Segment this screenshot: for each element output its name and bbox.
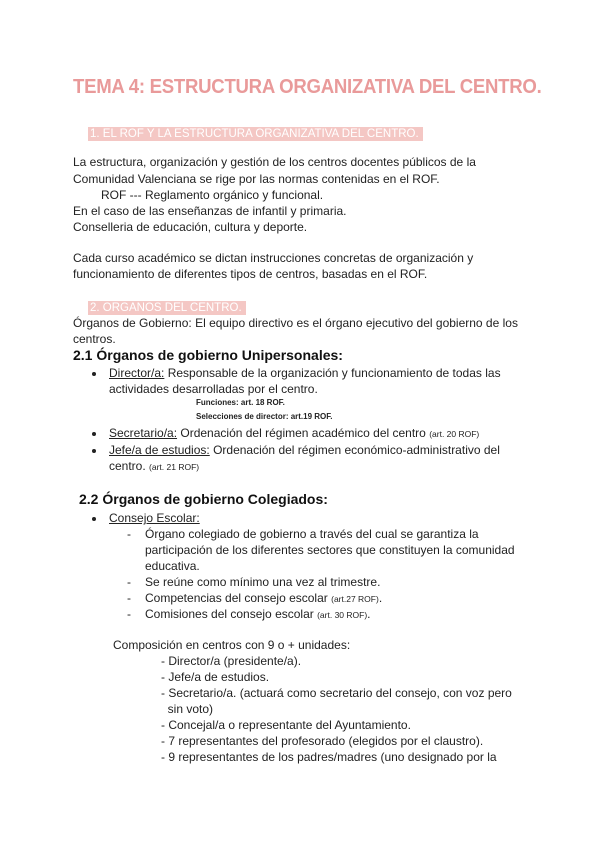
list-item-cont: participación de los diferentes sectores que constituyen la comunidad: [145, 543, 515, 557]
jefe-item-line2: centro. (art. 21 ROF): [109, 459, 200, 473]
paragraph-line: actividades desarrolladas por el centro.: [109, 382, 318, 396]
bullet-icon: [92, 449, 96, 453]
jefe-label: Jefe/a de estudios:: [109, 443, 210, 457]
jefe-item: Jefe/a de estudios: Ordenación del régimen económico-administrativo del: [109, 443, 500, 457]
director-label: Director/a:: [109, 366, 165, 380]
page-title: TEMA 4: ESTRUCTURA ORGANIZATIVA DEL CENTRO.: [73, 76, 542, 98]
dash-marker: -: [127, 591, 131, 605]
dash-marker: -: [127, 575, 131, 589]
consejo-item: [109, 510, 200, 527]
list-item: Competencias del consejo escolar (art.27 ROF).: [145, 591, 383, 605]
paragraph-line: En el caso de las enseñanzas de infantil y primaria.: [73, 204, 347, 218]
composicion-item: - 9 representantes de los padres/madres (uno designado por la: [161, 750, 497, 764]
paragraph-line: Conselleria de educación, cultura y deporte.: [73, 220, 308, 234]
dash-marker: -: [127, 607, 131, 621]
bullet-icon: [92, 517, 96, 521]
composicion-item: - Concejal/a o representante del Ayuntamiento.: [161, 718, 411, 732]
composicion-item: - Director/a (presidente/a).: [161, 654, 302, 668]
composicion-item-cont: sin voto): [161, 702, 214, 716]
paragraph-line: ROF --- Reglamento orgánico y funcional.: [101, 188, 324, 202]
note-line: Funciones: art. 18 ROF.: [196, 398, 285, 407]
composicion-item: - 7 representantes del profesorado (elegidos por el claustro).: [161, 734, 484, 748]
paragraph-line: La estructura, organización y gestión de los centros docentes públicos de la: [73, 155, 476, 169]
paragraph-line: Órganos de Gobierno: El equipo directivo es el órgano ejecutivo del gobierno de los: [73, 316, 518, 330]
paragraph-line: Comunidad Valenciana se rige por las normas contenidas en el ROF.: [73, 172, 440, 186]
section-1-heading: 1. EL ROF Y LA ESTRUCTURA ORGANIZATIVA DEL CENTRO.: [88, 124, 423, 142]
composicion-intro: Composición en centros con 9 o + unidades:: [113, 638, 351, 652]
subsection-2-1-heading: 2.1 Órganos de gobierno Unipersonales:: [73, 347, 343, 363]
consejo-label: Consejo Escolar:: [109, 511, 200, 525]
list-item: Comisiones del consejo escolar (art. 30 ROF).: [145, 607, 371, 621]
bullet-icon: [92, 372, 96, 376]
list-item: Órgano colegiado de gobierno a través del cual se garantiza la: [145, 527, 479, 541]
director-item: Director/a: Responsable de la organización y funcionamiento de todas las: [109, 366, 501, 380]
paragraph-line: centros.: [73, 332, 116, 346]
subsection-2-2-heading: 2.2 Órganos de gobierno Colegiados:: [79, 491, 328, 507]
composicion-item: - Jefe/a de estudios.: [161, 670, 270, 684]
composicion-item: - Secretario/a. (actuará como secretario del consejo, con voz pero: [161, 686, 512, 700]
paragraph-line: funcionamiento de diferentes tipos de centros, basadas en el ROF.: [73, 267, 428, 281]
dash-marker: -: [127, 527, 131, 541]
list-item-cont: educativa.: [145, 559, 200, 573]
paragraph-line: Cada curso académico se dictan instrucciones concretas de organización y: [73, 251, 474, 265]
section-2-heading: 2. ORGANOS DEL CENTRO.: [88, 298, 246, 316]
list-item: Se reúne como mínimo una vez al trimestre.: [145, 575, 381, 589]
bullet-icon: [92, 432, 96, 436]
secretario-item: Secretario/a: Ordenación del régimen académico del centro (art. 20 ROF): [109, 426, 480, 440]
secretario-label: Secretario/a:: [109, 426, 178, 440]
note-line: Selecciones de director: art.19 ROF.: [196, 412, 333, 421]
